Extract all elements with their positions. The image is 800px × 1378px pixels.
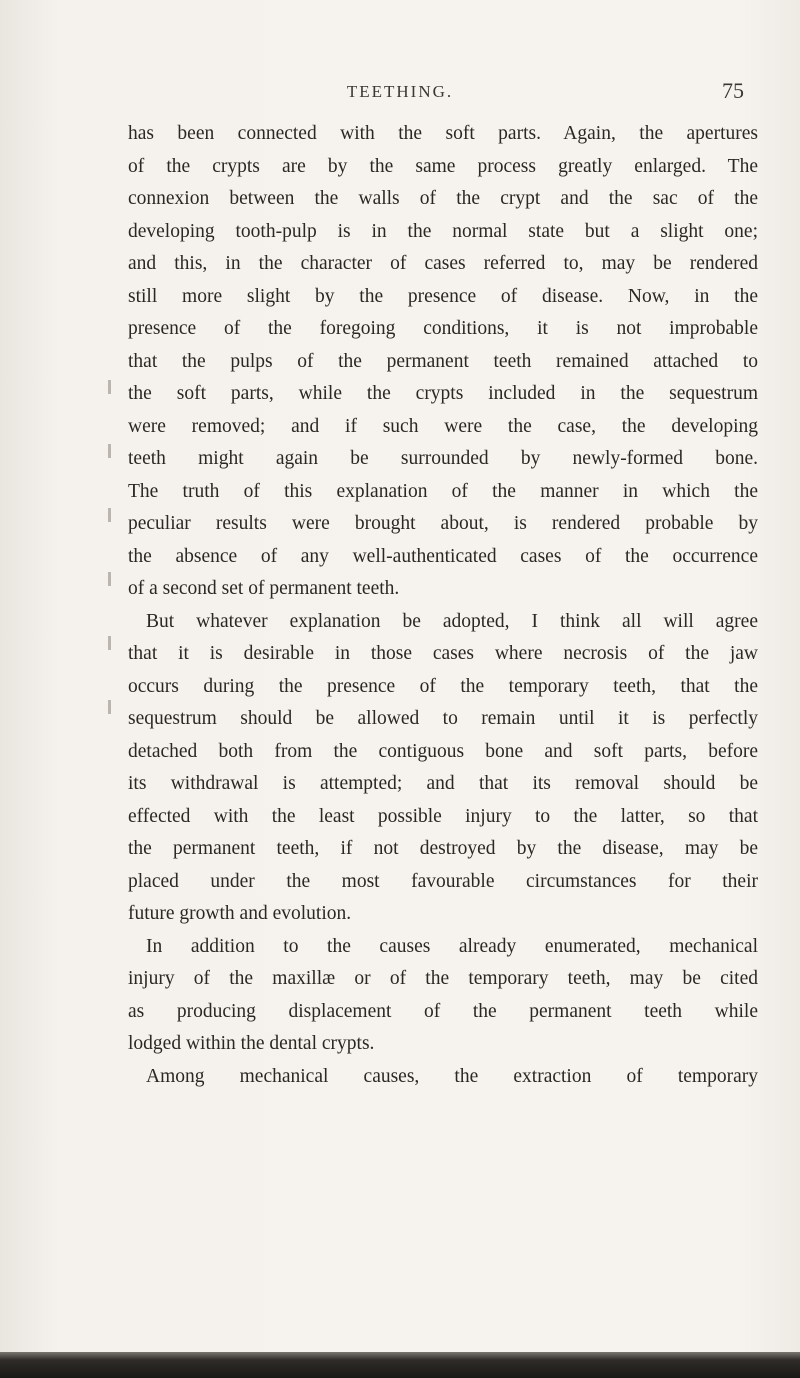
text-line: Among mechanical causes, the extraction of temporary: [146, 1065, 758, 1087]
text-line: presence of the foregoing conditions, it is not improbable: [128, 318, 758, 339]
gutter-mark: [108, 572, 111, 586]
text-line: the soft parts, while the crypts included in the sequestrum: [128, 383, 758, 404]
text-line: developing tooth-pulp is in the normal state but a slight one;: [128, 220, 758, 242]
text-line: as producing displacement of the permanent teeth while: [128, 1000, 758, 1022]
gutter-mark: [108, 508, 111, 522]
text-line: and this, in the character of cases referred to, may be rendered: [128, 253, 758, 274]
text-line: were removed; and if such were the case, the developing: [128, 415, 758, 437]
text-line: connexion between the walls of the crypt and the sac of the: [128, 188, 758, 209]
text-line: peculiar results were brought about, is rendered probable by: [128, 513, 758, 534]
gutter-mark: [108, 636, 111, 650]
body-text: [128, 118, 758, 1093]
text-line: has been connected with the soft parts. Again, the apertures: [128, 123, 758, 144]
text-line: effected with the least possible injury to the latter, so that: [128, 805, 758, 827]
running-head: [0, 78, 800, 106]
scan-bottom-edge: [0, 1352, 800, 1378]
running-title: TEETHING.: [346, 82, 454, 101]
text-line: its withdrawal is attempted; and that its removal should be: [128, 773, 758, 794]
gutter-mark: [108, 700, 111, 714]
text-line: occurs during the presence of the temporary teeth, that the: [128, 675, 758, 697]
text-line: In addition to the causes already enumerated, mechanical: [146, 935, 758, 957]
text-line: The truth of this explanation of the manner in which the: [128, 480, 758, 502]
text-line: sequestrum should be allowed to remain until it is perfectly: [128, 708, 758, 729]
text-line: of the crypts are by the same process greatly enlarged. The: [128, 155, 758, 177]
text-line: injury of the maxillæ or of the temporary teeth, may be cited: [128, 968, 758, 989]
text-line: future growth and evolution.: [128, 903, 352, 924]
text-line: placed under the most favourable circumstances for their: [128, 870, 758, 892]
text-line: the absence of any well-authenticated cases of the occurrence: [128, 545, 758, 567]
page-number: 75: [722, 78, 744, 103]
gutter-mark: [108, 380, 111, 394]
text-line: lodged within the dental crypts.: [128, 1033, 375, 1054]
text-line: that it is desirable in those cases where necrosis of the jaw: [128, 643, 758, 664]
gutter-mark: [108, 444, 111, 458]
text-line: detached both from the contiguous bone and soft parts, before: [128, 740, 758, 762]
text-line: the permanent teeth, if not destroyed by the disease, may be: [128, 838, 758, 859]
text-line: But whatever explanation be adopted, I think all will agree: [146, 610, 758, 632]
text-line: teeth might again be surrounded by newly-formed bone.: [128, 448, 758, 469]
gutter-marks: [108, 380, 128, 760]
text-line: that the pulps of the permanent teeth remained attached to: [128, 350, 758, 372]
text-line: still more slight by the presence of disease. Now, in the: [128, 285, 758, 307]
text-line: of a second set of permanent teeth.: [128, 578, 400, 599]
